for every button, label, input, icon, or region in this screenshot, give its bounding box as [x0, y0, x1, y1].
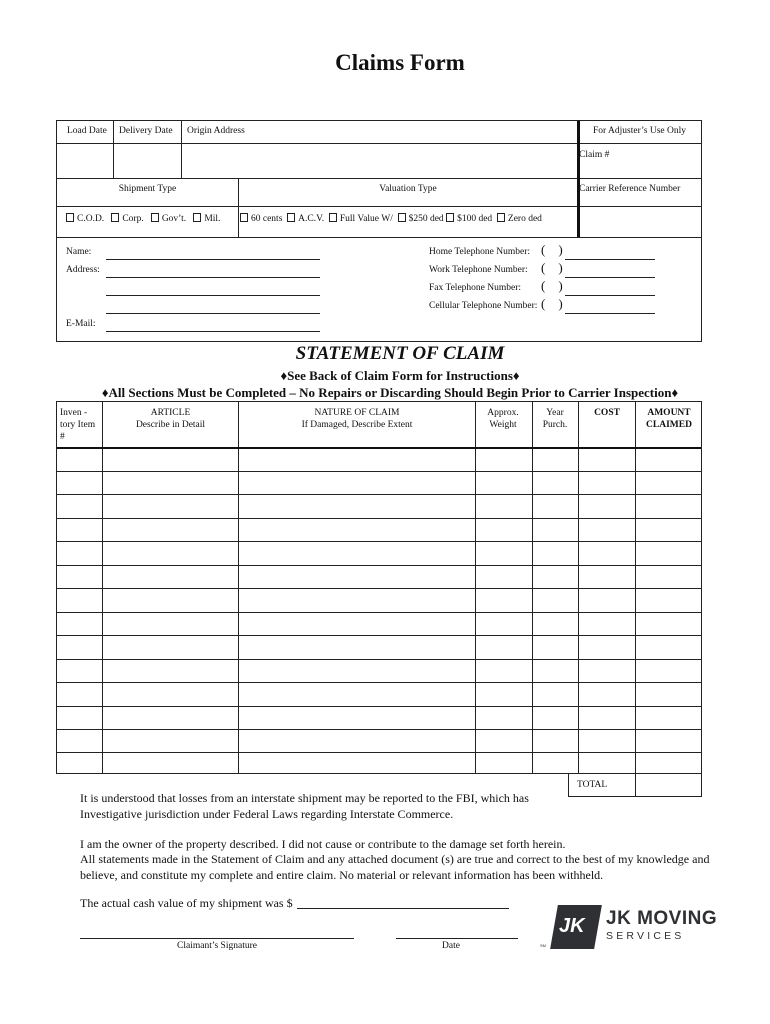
article-header	[103, 407, 238, 431]
amount-header: AMOUNT CLAIMED	[646, 408, 692, 430]
home-phone-label: Home Telephone Number:	[429, 247, 530, 257]
nature-header-sub: If Damaged, Describe Extent	[301, 420, 413, 430]
zero-ded-checkbox[interactable]: Zero ded	[497, 214, 542, 224]
certification-statement: All statements made in the Statement of Claim and any attached document (s) are true and correct to the best of my knowledge and believe, and constitute my complete and entire claim. No material or relevant information has been withheld.	[80, 852, 710, 882]
logo-mark-text: JK	[559, 915, 585, 937]
carrier-reference-field[interactable]	[580, 207, 702, 237]
date-label: Date	[442, 941, 460, 951]
total-box	[568, 773, 702, 797]
statement-heading: STATEMENT OF CLAIM	[295, 343, 505, 364]
mil-checkbox[interactable]: Mil.	[193, 214, 220, 224]
cost-header: COST	[594, 408, 620, 418]
name-label: Name:	[66, 247, 92, 257]
logo-tagline: SERVICES	[606, 930, 685, 942]
ded-250-checkbox[interactable]: $250 ded	[398, 214, 444, 224]
table-row[interactable]	[57, 752, 701, 753]
address-line-1[interactable]	[106, 277, 320, 278]
address-label: Address:	[66, 265, 100, 275]
nature-header-title: NATURE OF CLAIM	[314, 408, 400, 418]
claim-number-label: Claim #	[579, 150, 610, 160]
ded-100-checkbox[interactable]: $100 ded	[446, 214, 492, 224]
email-line[interactable]	[106, 331, 320, 332]
owner-statement: I am the owner of the property described. I did not cause or contribute to the damage set forth herein.	[80, 837, 566, 851]
cell-phone-area-code[interactable]: ( )	[541, 296, 563, 311]
date-line[interactable]	[396, 938, 518, 939]
work-phone-area-code[interactable]: ( )	[541, 260, 563, 275]
page-title: Claims Form	[335, 50, 465, 75]
cash-value-line[interactable]	[297, 908, 509, 909]
carrier-reference-label: Carrier Reference Number	[579, 184, 681, 194]
instructions-note: ♦See Back of Claim Form for Instructions♦	[280, 368, 520, 383]
shipment-type-options	[66, 213, 220, 224]
name-line[interactable]	[106, 259, 320, 260]
adjuster-use-label: For Adjuster’s Use Only	[593, 126, 686, 136]
claimant-signature-line[interactable]	[80, 938, 354, 939]
nature-header	[239, 407, 475, 431]
total-field[interactable]	[636, 774, 702, 796]
cell-phone-line[interactable]	[565, 313, 655, 314]
table-row[interactable]	[57, 682, 701, 683]
home-phone-line[interactable]	[565, 259, 655, 260]
table-row[interactable]	[57, 494, 701, 495]
email-label: E-Mail:	[66, 319, 96, 329]
address-line-3[interactable]	[106, 313, 320, 314]
fax-phone-line[interactable]	[565, 295, 655, 296]
valuation-type-options	[240, 213, 542, 224]
inventory-header: Inven -tory Item #	[60, 408, 96, 442]
table-row[interactable]	[57, 541, 701, 542]
full-value-checkbox[interactable]: Full Value W/	[329, 214, 393, 224]
origin-address-label: Origin Address	[187, 126, 245, 136]
article-header-title: ARTICLE	[150, 408, 191, 418]
cell-phone-label: Cellular Telephone Number:	[429, 301, 538, 311]
jk-moving-logo	[540, 903, 728, 955]
table-row[interactable]	[57, 706, 701, 707]
work-phone-line[interactable]	[565, 277, 655, 278]
table-row[interactable]	[57, 471, 701, 472]
logo-name: JK MOVING	[606, 908, 718, 929]
sections-warning: ♦All Sections Must be Completed – No Repairs or Discarding Should Begin Prior to Carrier Inspection♦	[101, 385, 679, 400]
origin-address-field[interactable]	[182, 144, 577, 178]
logo-sm: SM	[540, 943, 546, 948]
table-row[interactable]	[57, 518, 701, 519]
valuation-type-label: Valuation Type	[379, 184, 437, 194]
claimant-signature-label: Claimant’s Signature	[177, 941, 257, 951]
cod-checkbox[interactable]: C.O.D.	[66, 214, 104, 224]
work-phone-label: Work Telephone Number:	[429, 265, 528, 275]
year-header: Year Purch.	[542, 408, 568, 430]
table-row[interactable]	[57, 565, 701, 566]
shipment-type-label: Shipment Type	[118, 184, 177, 194]
shipment-info-table	[56, 120, 702, 342]
total-label: TOTAL	[577, 780, 608, 790]
load-date-field[interactable]	[57, 144, 113, 178]
table-row[interactable]	[57, 659, 701, 660]
govt-checkbox[interactable]: Gov’t.	[151, 214, 186, 224]
table-row[interactable]	[57, 729, 701, 730]
address-line-2[interactable]	[106, 295, 320, 296]
table-row[interactable]	[57, 588, 701, 589]
sixty-cents-checkbox[interactable]: 60 cents	[240, 214, 282, 224]
delivery-date-label: Delivery Date	[119, 126, 173, 136]
home-phone-area-code[interactable]: ( )	[541, 242, 563, 257]
table-row[interactable]	[57, 612, 701, 613]
table-row[interactable]	[57, 635, 701, 636]
fbi-paragraph: It is understood that losses from an interstate shipment may be reported to the FBI, which has Investigative jurisdiction under Federal Laws regarding Interstate Commerce.	[80, 791, 529, 821]
corp-checkbox[interactable]: Corp.	[111, 214, 143, 224]
fax-phone-area-code[interactable]: ( )	[541, 278, 563, 293]
load-date-label: Load Date	[67, 126, 107, 136]
acv-checkbox[interactable]: A.C.V.	[287, 214, 324, 224]
delivery-date-field[interactable]	[114, 144, 181, 178]
weight-header: Approx. Weight	[487, 408, 519, 430]
claim-table	[56, 401, 702, 774]
cash-value-label: The actual cash value of my shipment was $	[80, 896, 293, 910]
article-header-sub: Describe in Detail	[135, 420, 206, 430]
fax-phone-label: Fax Telephone Number:	[429, 283, 522, 293]
